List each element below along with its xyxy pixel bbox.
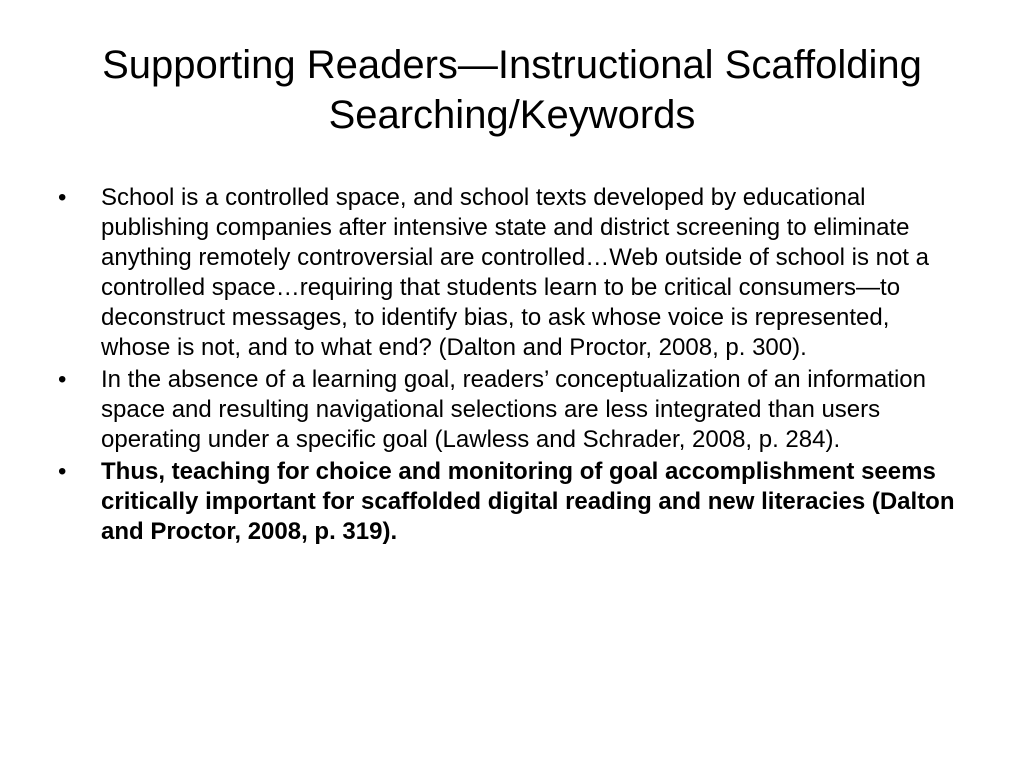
bullet-dot-icon: •: [58, 366, 67, 393]
slide-title-line-2: Searching/Keywords: [328, 93, 696, 137]
bullet-item-1: [58, 183, 958, 363]
bullet-item-2: [58, 365, 958, 455]
bullet-text-1: School is a controlled space, and school texts developed by educational publishing companies after intensive state and district screening to eliminate anything remotely controversial are controlled…Web outside of school is not a controlled space…requiring that students learn to be critical consumers—to deconstruct messages, to identify bias, to ask whose voice is represented, whose is not, and to what end? (Dalton and Proctor, 2008, p. 300).: [101, 184, 929, 361]
slide-title-line-1: Supporting Readers—Instructional Scaffolding: [102, 43, 922, 87]
bullet-list: [58, 183, 958, 549]
bullet-item-3: [58, 457, 958, 547]
bullet-dot-icon: •: [58, 458, 67, 485]
slide-title: [20, 40, 1004, 140]
bullet-text-2: In the absence of a learning goal, readers’ conceptualization of an information space and resulting navigational selections are less integrated than users operating under a specific goal (Lawless and Schrader, 2008, p. 284).: [101, 366, 926, 453]
bullet-dot-icon: •: [58, 184, 67, 211]
bullet-text-3: Thus, teaching for choice and monitoring of goal accomplishment seems critically important for scaffolded digital reading and new literacies (Dalton and Proctor, 2008, p. 319).: [101, 458, 955, 545]
